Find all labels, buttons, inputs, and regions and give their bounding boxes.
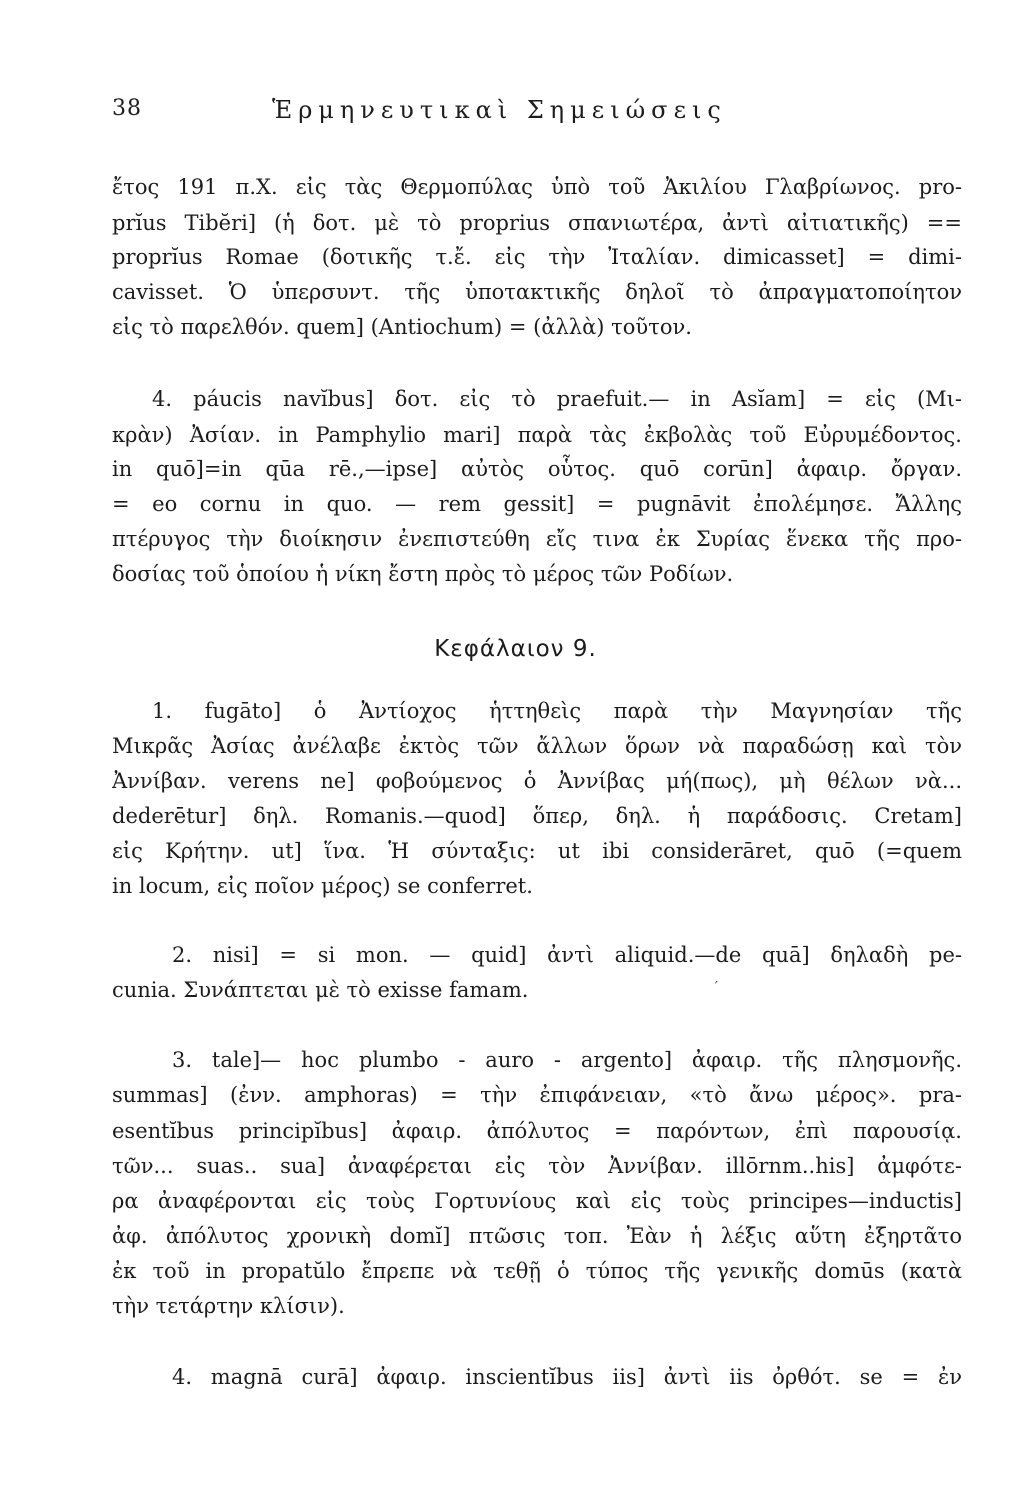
text-line: 4. páucis navĭbus] δοτ. εἰς τὸ praefuit.— in Asĭam] = εἰς (Μι- [152, 387, 962, 411]
text-line: Ἀννίβαν. verens ne] φοβούμενος ὁ Ἀννίβας μή(πως), μὴ θέλων νὰ... [112, 769, 962, 793]
text-line: 3. tale]— hoc plumbo - auro - argento] ἀφαιρ. τῆς πλησμονῆς. [172, 1048, 962, 1072]
text-line: in quō]=in qūa rē.,—ipse] αὐτὸς οὗτος. quō corūn] ἀφαιρ. ὄργαν. [112, 457, 962, 481]
text-line: = eo cornu in quo. — rem gessit] = pugnāvit ἐπολέμησε. Ἄλλης [112, 492, 962, 516]
text-line: ἐκ τοῦ in propatŭlo ἔπρεπε νὰ τεθῇ ὁ τύπος τῆς γενικῆς domūs (κατὰ [112, 1259, 962, 1283]
text-line: τὴν τετάρτην κλίσιν). [112, 1294, 345, 1318]
text-line: proprĭus Romae (δοτικῆς τ.ἔ. εἰς τὴν Ἰταλίαν. dimicasset] = dimi- [112, 245, 962, 269]
text-line: δοσίας τοῦ ὁποίου ἡ νίκη ἔστη πρὸς τὸ μέρος τῶν Ροδίων. [112, 562, 734, 586]
text-line: in locum, εἰς ποῖον μέρος) se conferret. [112, 874, 533, 898]
stray-mark: ˊ [712, 980, 719, 996]
text-line: ρα ἀναφέρονται εἰς τοὺς Γορτυνίους καὶ εἰς τοὺς principes—inductis] [112, 1189, 962, 1213]
running-head: Ἑρμηνευτικαὶ Σημειώσεις [272, 96, 727, 124]
text-line: πτέρυγος τὴν διοίκησιν ἐνεπιστεύθη εἴς τινα ἐκ Συρίας ἕνεκα τῆς προ- [112, 527, 962, 551]
chapter-title: Κεφάλαιον 9. [434, 636, 597, 662]
text-line: 4. magnā curā] ἀφαιρ. inscientĭbus iis] ἀντὶ iis ὀρθότ. se = ἐν [172, 1365, 962, 1389]
page-header [112, 96, 912, 136]
text-line: cunia. Συνάπτεται μὲ τὸ exisse famam. [112, 978, 529, 1002]
text-line: esentĭbus principĭbus] ἀφαιρ. ἀπόλυτος = παρόντων, ἐπὶ παρουσίᾳ. [112, 1119, 962, 1143]
text-line: 1. fugāto] ὁ Ἀντίοχος ἡττηθεὶς παρὰ τὴν Μαγνησίαν τῆς [152, 699, 962, 723]
text-line: ἔτος 191 π.Χ. εἰς τὰς Θερμοπύλας ὑπὸ τοῦ Ἀκιλίου Γλαβρίωνος. pro- [112, 175, 962, 199]
text-line: εἰς Κρήτην. ut] ἵνα. Ἡ σύνταξις: ut ibi considerāret, quō (=quem [112, 839, 962, 863]
text-line: κρὰν) Ἀσίαν. in Pamphylio mari] παρὰ τὰς ἐκβολὰς τοῦ Εὐρυμέδοντος. [112, 423, 962, 447]
text-line: prĭus Tibĕri] (ἡ δοτ. μὲ τὸ proprius σπανιωτέρα, ἀντὶ αἰτιατικῆς) == [112, 211, 962, 235]
text-line: τῶν... suas.. sua] ἀναφέρεται εἰς τὸν Ἀννίβαν. illōrnm..his] ἀμφότε- [112, 1154, 962, 1178]
text-line: 2. nisi] = si mon. — quid] ἀντὶ aliquid.—de quā] δηλαδὴ pe- [172, 943, 962, 967]
page-number: 38 [112, 96, 142, 121]
text-line: dederētur] δηλ. Romanis.—quod] ὅπερ, δηλ. ἡ παράδοσις. Cretam] [112, 804, 962, 828]
text-line: Μικρᾶς Ἀσίας ἀνέλαβε ἐκτὸς τῶν ἄλλων ὅρων νὰ παραδώσῃ καὶ τὸν [112, 734, 962, 758]
text-line: εἰς τὸ παρελθόν. quem] (Antiochum) = (ἀλλὰ) τοῦτον. [112, 315, 692, 339]
text-line: ἀφ. ἀπόλυτος χρονικὴ domĭ] πτῶσις τοπ. Ἐὰν ἡ λέξις αὕτη ἐξηρτᾶτο [112, 1224, 962, 1248]
text-line: cavisset. Ὁ ὑπερσυντ. τῆς ὑποτακτικῆς δηλοῖ τὸ ἀπραγματοποίητον [112, 280, 962, 304]
text-line: summas] (ἐνν. amphoras) = τὴν ἐπιφάνειαν, «τὸ ἄνω μέρος». pra- [112, 1083, 962, 1107]
